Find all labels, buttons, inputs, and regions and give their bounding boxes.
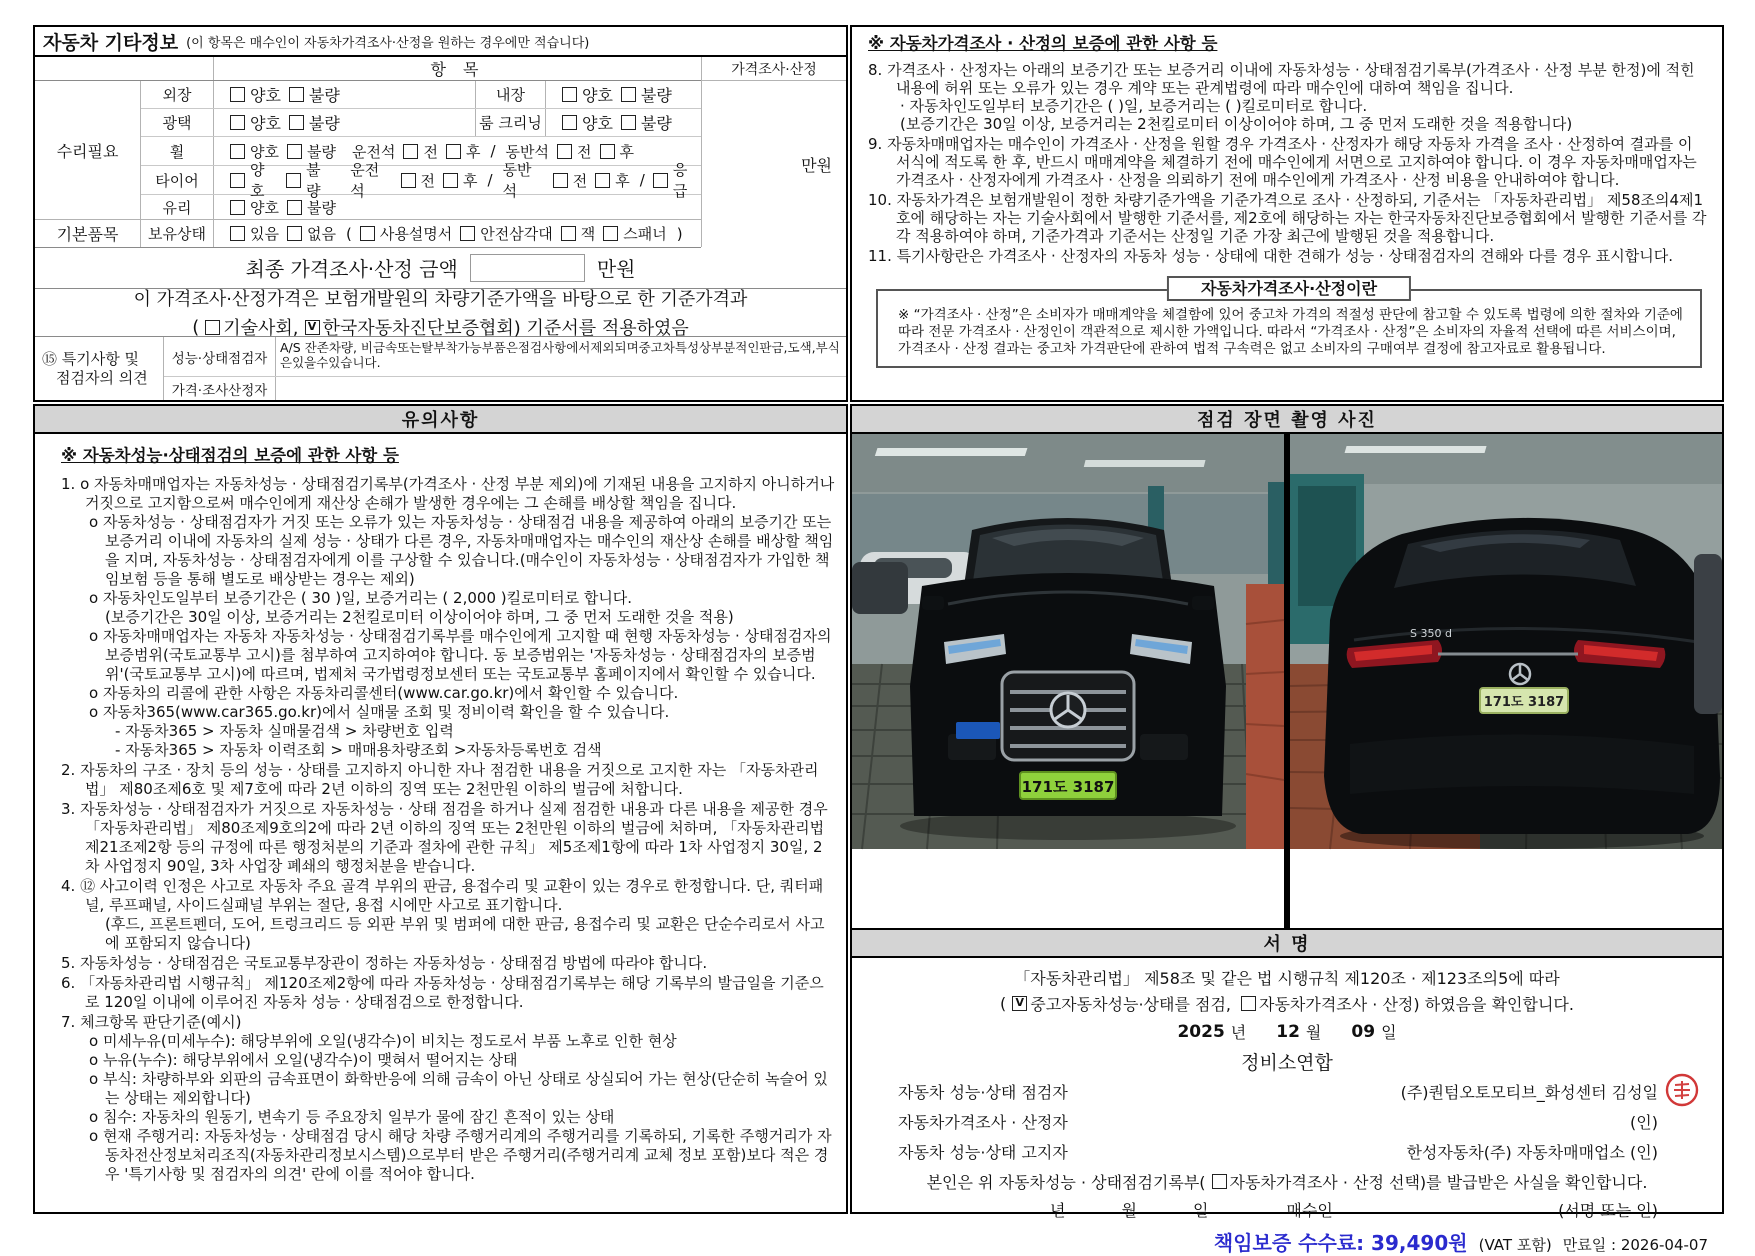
sign-row-notifier [852, 1138, 1722, 1165]
sign-row-label: 자동차 성능·상태 점검자 [898, 1083, 1068, 1102]
date-year-suffix: 년 [1230, 1023, 1247, 1042]
vehicle-other-info-panel [33, 25, 848, 402]
vehicle-front-photo [852, 434, 1284, 928]
fee-amount: 책임보증 수수료: 39,490원 [1213, 1231, 1468, 1255]
inspection-table [35, 57, 846, 247]
price-column-header: 가격조사·산정 [702, 57, 846, 81]
checkbox-wheel-passenger-rear[interactable] [600, 144, 615, 159]
remarks-label [35, 337, 164, 400]
text-line: (보증기간은 30일 이상, 보증거리는 2천킬로미터 이상이어야 하며, 그 중 먼저 도래한 것을 적용) [105, 608, 734, 626]
label-rear: 후 [465, 142, 481, 161]
checkbox-none[interactable] [287, 226, 302, 241]
text-line: o 자동차의 리콜에 관한 사항은 자동차리콜센터(www.car.go.kr)에서 확인할 수 있습니다. [89, 684, 679, 702]
empty-header-cell [35, 57, 214, 80]
row-label: 내장 [475, 81, 546, 108]
vehicle-rear-photo [1290, 434, 1722, 928]
text-line: 8. 가격조사 · 산정자는 아래의 보증기간 또는 보증거리 이내에 자동차성능 · 상태점검기록부(가격조사 · 산정 부분 한정)에 적힌 내용에 허위 또는 오류가 있는 경우 계약 또는 관계법령에 따라 매수인에 대하여 책임을 집니다. [868, 61, 1695, 97]
label-bad: 불량 [308, 114, 340, 133]
label-front: 전 [423, 142, 438, 161]
repair-needed-group [35, 81, 701, 220]
checkbox-interior-bad[interactable] [621, 87, 636, 102]
text-line: o 누유(누수): 해당부위에서 오일(냉각수)이 맺혀서 떨어지는 상태 [89, 1051, 518, 1069]
label-manual: 사용설명서 [379, 225, 453, 243]
remarks-row-inspector [164, 337, 846, 377]
label-paren: ( [192, 316, 200, 338]
front-license-plate: 171도 3187 [1021, 778, 1115, 796]
panel-header [35, 27, 846, 57]
warranty-body [852, 27, 1722, 368]
checkbox-polish-bad[interactable] [289, 115, 304, 130]
label-slash: / [487, 171, 493, 189]
label-passenger-seat: 동반석 [505, 142, 549, 161]
row-label: 보유상태 [141, 220, 214, 247]
checkbox-interior-good[interactable] [562, 87, 577, 102]
confirm-text-pre: 본인은 위 자동차성능 · 상태점검기록부( [926, 1173, 1206, 1192]
label-jack: 잭 [580, 225, 596, 243]
statement-option-a: 중고자동차성능·상태를 점검, [1030, 995, 1231, 1014]
buyer-day-label: 일 [1192, 1200, 1209, 1220]
fee-vat-note: (VAT 포함) [1478, 1236, 1552, 1254]
caution-heading: ※ 자동차성능·상태점검의 보증에 관한 사항 등 [61, 446, 399, 465]
checkbox-have[interactable] [230, 226, 245, 241]
label-good: 양호 [250, 198, 279, 217]
buyer-signature-line [852, 1196, 1722, 1222]
text-line: 1. o 자동차매매업자는 자동차성능 · 상태점검기록부(가격조사 · 산정 부분 제외)에 기재된 내용을 고지하지 아니하거나 거짓으로 고지함으로써 매수인에게 재산상 손해가 발생한 경우에는 그 손해를 배상할 책임을 집니다. [61, 475, 835, 512]
checkbox-performance-check-checked[interactable]: V [1012, 996, 1027, 1011]
date-day-suffix: 일 [1381, 1023, 1397, 1042]
label-passenger-seat: 동반석 [502, 161, 532, 200]
label-bad: 불량 [640, 114, 672, 133]
label-front: 전 [577, 142, 592, 161]
item-column-header: 항 목 [430, 60, 485, 79]
label-rear: 후 [615, 171, 630, 190]
text-line: - 자동차365 > 자동차 실매물검색 > 차량번호 입력 [115, 722, 454, 740]
text-line: 7. 체크항목 판단기준(예시) [61, 1013, 242, 1031]
text-line: o 자동차성능 · 상태점검자가 거짓 또는 오류가 있는 자동차성능 · 상태점검 내용을 제공하여 아래의 보증기간 또는 보증거리 이내에 자동차의 실제 성능 · 상태가 다른 경우, 자동차매매업자는 매수인의 재산상 손해를 배상할 책임을 지며, 자동차성능 · 상태점검자에게 이를 구상할 수 있습니다.(매수인이 자동차성능 · 상태점검자가 가입한 책임보험 등을 통해 별도로 배상받는 경우는 제외) [89, 513, 834, 588]
caution-panel [33, 404, 848, 1214]
table-row [141, 195, 701, 219]
group-label-basic: 기본품목 [35, 220, 141, 247]
appraisal-definition-box [876, 279, 1702, 368]
text-line: - 자동차365 > 자동차 이력조회 > 매매용차량조회 >자동차등록번호 검색 [115, 741, 602, 759]
remarks-appraiser-text [276, 377, 846, 400]
checkbox-wheel-good[interactable] [230, 144, 245, 159]
final-price-label: 최종 가격조사·산정 금액 [245, 257, 458, 281]
remarks-label-line1: ⑮ 특기사항 및 [42, 349, 139, 368]
organization-name: 정비소연합 [1241, 1052, 1333, 1074]
checkbox-wheel-passenger-front[interactable] [557, 144, 572, 159]
text-line: · 자동차인도일부터 보증기간은 ( )일, 보증거리는 ( )킬로미터로 합니다. [900, 97, 1368, 115]
checkbox-kada-checked[interactable]: V [305, 320, 320, 335]
row-label: 유리 [141, 195, 214, 219]
date-month: 12 [1276, 1021, 1300, 1042]
checkbox-appraisal-option[interactable] [1212, 1174, 1227, 1189]
label-triangle: 안전삼각대 [480, 225, 553, 243]
rear-license-plate: 171도 3187 [1483, 695, 1565, 710]
photo-and-sign-panel [850, 404, 1724, 1255]
label-paren: ) [676, 224, 683, 243]
checkbox-tire-bad[interactable] [286, 173, 301, 188]
label-paren: ( [1000, 994, 1007, 1013]
confirm-text-post: 자동차가격조사 · 산정 선택)를 발급받은 사실을 확인합니다. [1229, 1173, 1648, 1192]
checkbox-glass-bad[interactable] [287, 200, 302, 215]
checkbox-tire-driver-front[interactable] [401, 173, 416, 188]
label-paren: ( [345, 224, 352, 243]
table-header-row [35, 57, 701, 81]
signature-statement-1: 「자동차관리법」 제58조 및 같은 법 시행규칙 제120조 · 제123조의5에 따라 [1014, 969, 1560, 988]
row-label: 외장 [141, 81, 214, 108]
label-have: 있음 [250, 225, 279, 243]
text-line: 3. 자동차성능 · 상태점검자가 거짓으로 자동차성능 · 상태 점검을 하거나 실제 점검한 내용과 다른 내용을 제공한 경우 「자동차관리법」 제80조제9호의2에 따라 2년 이하의 징역 또는 2천만원 이하의 벌금에 처하며, 「자동차관리법 제21조제2항 등의 규정에 따른 행정처분의 기준과 절차에 관한 규칙」 제5조제1항에 따라 1차 사업정지 30일, 2차 사업정지 90일, 3차 사업장 폐쇄의 행정처분을 받습니다. [61, 800, 828, 875]
checkbox-tire-driver-rear[interactable] [443, 173, 458, 188]
table-row [141, 109, 701, 137]
basic-items-row [35, 220, 701, 248]
label-slash: / [639, 171, 645, 189]
text-line: (보증기간은 30일 이상, 보증거리는 2천킬로미터 이상이어야 하며, 그 중 먼저 도래한 것을 적용합니다) [900, 115, 1573, 133]
checkbox-tire-passenger-rear[interactable] [595, 173, 610, 188]
remarks-label-line2: 점검자의 의견 [56, 368, 148, 387]
text-line: o 자동차매매업자는 자동차 자동차성능 · 상태점검기록부를 매수인에게 고지할 때 현행 자동차성능 · 상태점검자의 보증범위(국토교통부 고시)를 첨부하여 고지하여야 합니다. 동 보증범위는 '자동차성능 · 상태점검자의 보증범위'(국토교통부 고시)에 따르며, 법제처 국가법령정보센터 또는 국토교통부 홈페이지에서 확인할 수 있습니다. [89, 627, 832, 683]
sign-row-value: 한성자동차(주) 자동차매매업소 (인) [1406, 1143, 1658, 1162]
text-line: 10. 자동차가격은 보험개발원이 정한 차량기준가액을 기준가격으로 조사 · 산정하되, 기준서는 「자동차관리법」 제58조의4제1호에 해당하는 자는 기술사회에서 발행한 기준서를, 제2호에 해당하는 자는 한국자동차진단보증협회에서 발행한 기준서를 각각 적용하여야 하며, 기준가격과 기준서는 산정일 기준 가장 최근에 발행된 것을 적용합니다. [868, 191, 1707, 245]
label-rear: 후 [619, 142, 634, 161]
checkbox-technical-society[interactable] [205, 320, 220, 335]
checkbox-spanner[interactable] [603, 226, 618, 241]
signature-date [852, 1020, 1722, 1043]
label-front: 전 [572, 171, 588, 190]
checkbox-glass-good[interactable] [230, 200, 245, 215]
table-row [141, 161, 701, 200]
signature-bar: 서 명 [852, 930, 1722, 958]
vehicle-rear-photo-image [1290, 434, 1722, 849]
final-price-row [35, 247, 846, 289]
text-line: o 미세누유(미세누수): 해당부위에 오일(냉각수)이 비치는 정도로서 부품 노후로 인한 현상 [89, 1032, 677, 1050]
text-line: o 자동차365(www.car365.go.kr)에서 실매물 조회 및 정비이력 확인을 할 수 있습니다. [89, 703, 670, 721]
price-column [701, 57, 846, 247]
statement-option-b: 자동차가격조사 · 산정) 하였음을 확인합니다. [1259, 995, 1574, 1014]
buyer-year-label: 년 [1050, 1200, 1066, 1220]
label-driver-seat: 운전석 [351, 142, 396, 161]
date-day: 09 [1351, 1021, 1376, 1042]
text-line: o 침수: 자동차의 원동기, 변속기 등 주요장치 일부가 물에 잠긴 흔적이 있는 상태 [89, 1108, 615, 1126]
price-unit: 만원 [801, 155, 832, 175]
checkbox-tire-passenger-front[interactable] [553, 173, 568, 188]
signature-statement-2 [852, 992, 1722, 1015]
text-line: o 부식: 차량하부와 외판의 금속표면이 화학반응에 의해 금속이 아닌 상태로 상실되어 가는 현상(단순히 녹슬어 있는 상태는 제외합니다) [89, 1070, 828, 1107]
checkbox-polish-good[interactable] [230, 115, 245, 130]
text-line: o 자동차인도일부터 보증기간은 ( 30 )일, 보증거리는 ( 2,000 )킬로미터로 합니다. [89, 589, 633, 607]
sign-row-appraiser [852, 1108, 1722, 1135]
warranty-fee-line [852, 1227, 1722, 1256]
label-slash: / [490, 142, 496, 160]
label-bad: 불량 [308, 86, 340, 105]
remarks-inspector-text: A/S 잔존차량, 비금속또는탈부착가능부품은점검사항에서제외되며중고차특성상부분적인판금,도색,부식은있을수있습니다. [280, 340, 840, 370]
price-basis [35, 289, 846, 337]
checkbox-exterior-good[interactable] [230, 87, 245, 102]
label-none: 없음 [306, 225, 336, 243]
text-line: 4. ⑫ 사고이력 인정은 사고로 자동차 주요 골격 부위의 판금, 용접수리 및 교환이 있는 경우로 한정합니다. 단, 쿼터패널, 루프패널, 사이드실패널 부위는 절단, 용접 시에만 사고로 표기합니다. [61, 877, 824, 914]
checkbox-tire-good[interactable] [230, 173, 245, 188]
inspection-photos [852, 434, 1722, 930]
checkbox-roomcleaning-bad[interactable] [621, 115, 636, 130]
label-bad: 불량 [306, 161, 321, 200]
text-line: o 현재 주행거리: 자동차성능 · 상태점검 당시 해당 차량 주행거리계의 주행거리를 기록하되, 기록한 주행거리가 자동차전산정보처리조직(자동차관리정보시스템)으로부터 받은 주행거리(주행거리계 교체 정보 포함)보다 적은 경우 '특기사항 및 점검자의 의견' 란에 이를 적어야 합니다. [89, 1127, 832, 1183]
row-label: 휠 [141, 137, 214, 165]
checkbox-tire-emergency[interactable] [653, 173, 668, 188]
text-line: 9. 자동차매매업자는 매수인이 가격조사 · 산정을 원할 경우 가격조사 · 산정자가 해당 자동차 가격을 조사 · 산정하여 결과를 이 서식에 적도록 한 후, 반드시 매매계약을 체결하기 전에 매수인에게 서면으로 고지하여야 합니다. 이 경우 자동차매매업자는 가격조사 · 산정자에게 가격조사 · 산정을 의뢰하기 전에 매수인에게 가격조사 · 산정 비용을 안내하여야 합니다. [868, 135, 1697, 189]
rear-model-badge: S 350 d [1410, 627, 1452, 640]
sign-row-label: 자동차 성능·상태 고지자 [898, 1143, 1068, 1162]
group-label-repair: 수리필요 [35, 81, 141, 219]
text-line: (후드, 프론트펜더, 도어, 트렁크리드 등 외판 부위 및 범퍼에 대한 판금, 용접수리 및 교환은 단순수리로서 사고에 포함되지 않습니다) [105, 915, 825, 952]
label-rear: 후 [463, 171, 478, 190]
fee-expiry-date: 만료일 : 2026-04-07 [1562, 1236, 1708, 1254]
text-line: 6. 「자동차관리법 시행규칙」 제120조제2항에 따라 자동차성능 · 상태점검기록부는 해당 기록부의 발급일을 기준으로 120일 이내에 이루어진 자동차 성능 · 상태점검으로 한정합니다. [61, 974, 824, 1011]
warranty-lines [868, 61, 1710, 265]
label-good: 양호 [250, 142, 279, 161]
panel-subtitle: (이 항목은 매수인이 자동차가격조사·산정을 원하는 경우에만 적습니다) [186, 35, 590, 51]
row-label: 타이어 [141, 166, 214, 194]
caution-bar: 유의사항 [35, 406, 846, 434]
checkbox-manual[interactable] [360, 226, 375, 241]
signature-body [852, 958, 1722, 1256]
label-bad: 불량 [306, 198, 336, 217]
price-appraisal-warranty-panel [850, 25, 1724, 402]
sign-row-label: 자동차가격조사 · 산정자 [898, 1113, 1068, 1132]
label-bad: 불량 [306, 142, 336, 161]
special-remarks [35, 337, 846, 400]
text-line: 2. 자동차의 구조 · 장치 등의 성능 · 상태를 고지하지 아니한 자나 점검한 내용을 거짓으로 고지한 자는 「자동차관리법」 제80조제6호 및 제7호에 따라 2년 이하의 징역 또는 2천만원 이하의 벌금에 처합니다. [61, 761, 819, 798]
row-label: 룸 크리닝 [475, 109, 546, 136]
text-line: 5. 자동차성능 · 상태점검은 국토교통부장관이 정하는 자동차성능 · 상태점검 방법에 따라야 합니다. [61, 954, 708, 972]
date-month-suffix: 월 [1305, 1023, 1322, 1042]
warranty-heading: ※ 자동차가격조사 · 산정의 보증에 관한 사항 등 [868, 34, 1218, 53]
label-emergency: 응급 [672, 161, 688, 200]
remarks-row-label: 성능·상태점검자 [164, 337, 276, 376]
buyer-month-label: 월 [1121, 1200, 1137, 1220]
checkbox-wheel-driver-rear[interactable] [446, 144, 461, 159]
checkbox-wheel-driver-front[interactable] [403, 144, 418, 159]
remarks-row-label: 가격·조사산정자 [164, 377, 276, 400]
checkbox-triangle[interactable] [460, 226, 475, 241]
table-row [141, 137, 701, 166]
label-good: 양호 [250, 86, 281, 105]
label-front: 전 [420, 171, 435, 190]
photo-bar: 점검 장면 촬영 사진 [852, 406, 1722, 434]
text-line: 11. 특기사항란은 가격조사 · 산정자의 자동차 성능 · 상태에 대한 견해가 성능 · 상태점검자의 견해와 다를 경우 표시합니다. [868, 247, 1674, 265]
final-price-unit: 만원 [596, 257, 636, 281]
caution-body [35, 434, 846, 1184]
checkbox-jack[interactable] [561, 226, 576, 241]
buyer-label: 매수인 [1286, 1200, 1333, 1220]
basis-option-a: 기술사회, [223, 318, 299, 339]
date-year: 2025 [1177, 1021, 1225, 1042]
label-bad: 불량 [640, 86, 672, 105]
checkbox-roomcleaning-good[interactable] [562, 115, 577, 130]
basis-option-b: 한국자동차진단보증협회) 기준서를 적용하였음 [322, 318, 689, 339]
definition-box-text: ※ “가격조사 · 산정”은 소비자가 매매계약을 체결함에 있어 중고차 가격의 적절성 판단에 참고할 수 있도록 법령에 의한 절차와 기준에 따라 전문 가격조사 · 산정인이 객관적으로 제시한 가액입니다. 따라서 “가격조사 · 산정”은 소비자의 자율적 선택에 따른 서비스이며, 가격조사 · 산정 결과는 중고차 가격판단에 관하여 법적 구속력은 없고 소비자의 구매여부 결정에 참고자료로 활용됩니다. [898, 307, 1683, 357]
definition-box-title: 자동차가격조사·산정이란 [1167, 276, 1411, 301]
buyer-confirmation-line [852, 1170, 1722, 1193]
remarks-row-appraiser [164, 377, 846, 400]
inspector-name: (주)퀀텀오토모티브_화성센터 김성일 [1400, 1083, 1658, 1102]
basis-line1: 이 가격조사·산정가격은 보험개발원의 차량기준가액을 바탕으로 한 기준가격과 [133, 289, 748, 310]
label-driver-seat: 운전석 [350, 161, 380, 200]
label-good: 양호 [250, 161, 265, 200]
sign-row-value: (인) [1630, 1113, 1658, 1132]
vehicle-front-photo-image [852, 434, 1284, 849]
label-good: 양호 [582, 86, 613, 105]
sign-row-inspector [852, 1078, 1722, 1105]
caution-lines [61, 475, 836, 1184]
label-good: 양호 [250, 114, 281, 133]
checkbox-wheel-bad[interactable] [287, 144, 302, 159]
sign-row-value [1401, 1080, 1658, 1103]
label-spanner: 스패너 [623, 225, 667, 243]
final-price-input[interactable] [470, 254, 585, 282]
checkbox-exterior-bad[interactable] [289, 87, 304, 102]
checkbox-price-appraisal[interactable] [1241, 996, 1256, 1011]
row-label: 광택 [141, 109, 214, 136]
table-row [141, 81, 701, 109]
label-good: 양호 [582, 114, 613, 133]
buyer-sign-hint: (서명 또는 인) [1558, 1200, 1658, 1220]
panel-title: 자동차 기타정보 [43, 31, 179, 54]
seal-stamp-icon [1664, 1072, 1700, 1112]
